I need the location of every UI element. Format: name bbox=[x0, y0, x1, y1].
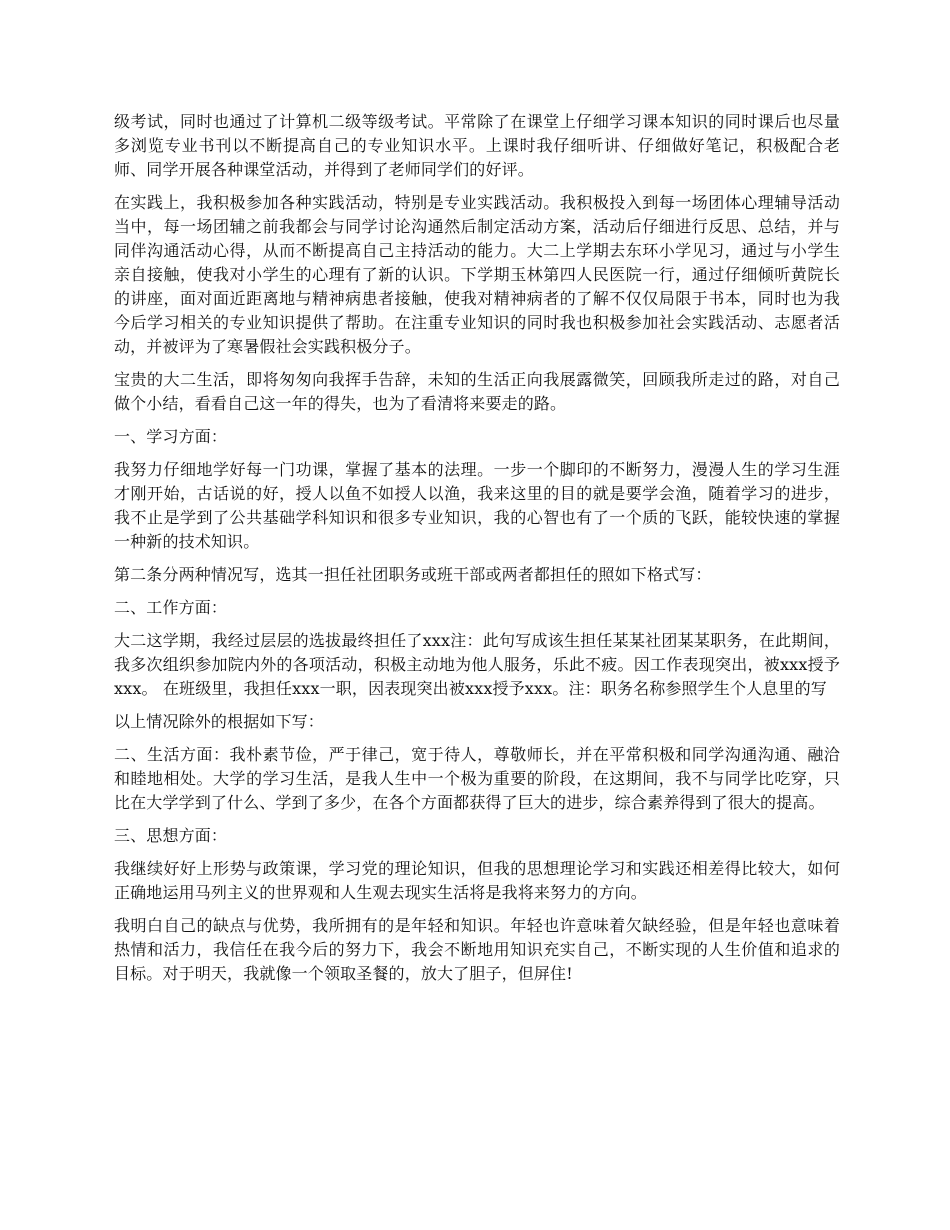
heading-thought: 三、思想方面： bbox=[114, 826, 228, 845]
paragraph-other-cases: 以上情况除外的根据如下写： bbox=[114, 712, 324, 731]
paragraph-review: 宝贵的大二生活，即将匆匆向我挥手告辞，未知的生活正向我展露微笑，回顾我所走过的路，对自己做个小结，看看自己这一年的得失，也为了看清将来要走的路。 bbox=[114, 370, 840, 413]
paragraph-work: 大二这学期，我经过层层的选拔最终担任了xxx注：此句写成该生担任某某社团某某职务，在此期间，我多次组织参加院内外的各项活动，积极主动地为他人服务，乐此不疲。因工作表现突出，被xxx授予xxx。 在班级里，我担任xxx一职，因表现突出被xxx授予xxx。注：职务名称参照学生个人息里的写 bbox=[114, 631, 840, 698]
paragraph-life: 二、生活方面：我朴素节俭，严于律己，宽于待人，尊敬师长，并在平常积极和同学沟通沟通、融洽和睦地相处。大学的学习生活，是我人生中一个极为重要的阶段，在这期间，我不与同学比吃穿，只比在大学学到了什么、学到了多少，在各个方面都获得了巨大的进步，综合素养得到了很大的提高。 bbox=[114, 745, 840, 812]
heading-study: 一、学习方面： bbox=[114, 427, 228, 446]
document-page bbox=[114, 110, 840, 995]
paragraph-study-habits: 级考试，同时也通过了计算机二级等级考试。平常除了在课堂上仔细学习课本知识的同时课后也尽量多浏览专业书刊以不断提高自己的专业知识水平。上课时我仔细听讲、仔细做好笔记，积极配合老师、同学开展各种课堂活动，并得到了老师同学们的好评。 bbox=[114, 112, 840, 179]
paragraph-practice: 在实践上，我积极参加各种实践活动，特别是专业实践活动。我积极投入到每一场团体心理辅导活动当中，每一场团辅之前我都会与同学讨论沟通然后制定活动方案，活动后仔细进行反思、总结，并与同伴沟通活动心得，从而不断提高自己主持活动的能力。大二上学期去东环小学见习，通过与小学生亲自接触，使我对小学生的心理有了新的认识。下学期玉林第四人民医院一行，通过仔细倾听黄院长的讲座，面对面近距离地与精神病患者接触，使我对精神病者的了解不仅仅局限于书本，同时也为我今后学习相关的专业知识提供了帮助。在注重专业知识的同时我也积极参加社会实践活动、志愿者活动，并被评为了寒暑假社会实践积极分子。 bbox=[114, 193, 840, 356]
paragraph-study: 我努力仔细地学好每一门功课，掌握了基本的法理。一步一个脚印的不断努力，漫漫人生的学习生涯才刚开始，古话说的好，授人以鱼不如授人以渔，我来这里的目的就是要学会渔，随着学习的进步，我不止是学到了公共基础学科知识和很多专业知识，我的心智也有了一个质的飞跃，能较快速的掌握一种新的技术知识。 bbox=[114, 460, 840, 551]
paragraph-conclusion: 我明白自己的缺点与优势，我所拥有的是年轻和知识。年轻也许意味着欠缺经验，但是年轻也意味着热情和活力，我信任在我今后的努力下，我会不断地用知识充实自己，不断实现的人生价值和追求的目标。对于明天，我就像一个领取圣餐的，放大了胆子，但屏住! bbox=[114, 916, 840, 983]
paragraph-thought: 我继续好好上形势与政策课，学习党的理论知识，但我的思想理论学习和实践还相差得比较大，如何正确地运用马列主义的世界观和人生观去现实生活将是我将来努力的方向。 bbox=[114, 859, 840, 902]
heading-work: 二、工作方面： bbox=[114, 598, 228, 617]
paragraph-note-format: 第二条分两种情况写，选其一担任社团职务或班干部或两者都担任的照如下格式写： bbox=[114, 565, 712, 584]
